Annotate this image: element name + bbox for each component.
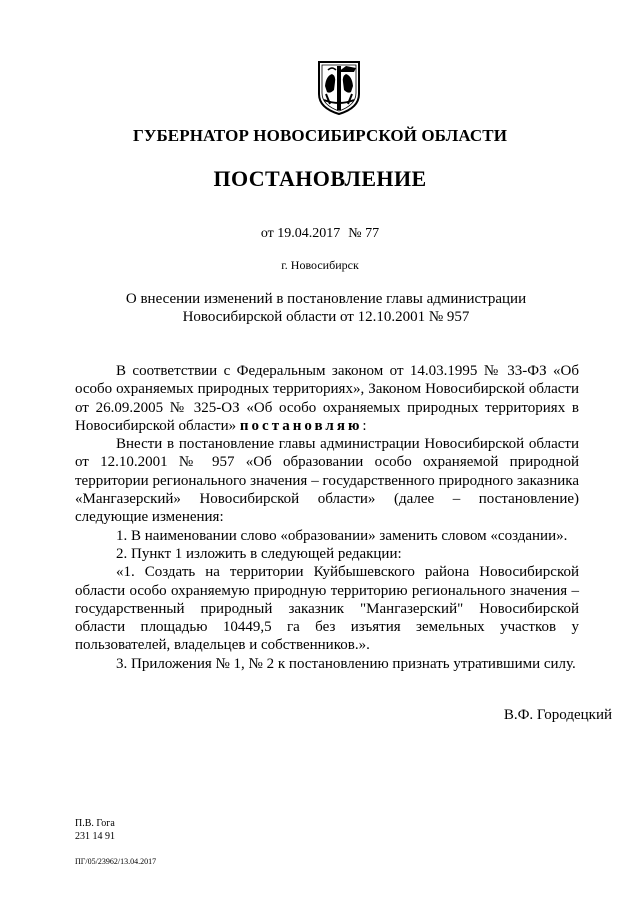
paragraph-amend: Внести в постановление главы администрации Новосибирской области от 12.10.2001 № 957 «Об образовании особо охраняемой природной территории регионального значения – государственного природного заказника «Мангазерский» Новосибирской области» (далее – постановление) следующие изменения: <box>75 436 579 526</box>
authority-title: ГУБЕРНАТОР НОВОСИБИРСКОЙ ОБЛАСТИ <box>132 126 508 145</box>
signature-name: В.Ф. Городецкий <box>503 707 612 723</box>
executor-block <box>75 817 115 843</box>
executor-phone: 231 14 91 <box>75 831 115 842</box>
date-number-line <box>0 226 640 242</box>
document-date: от 19.04.2017 <box>260 226 341 241</box>
preamble-end: : <box>362 417 367 434</box>
city-line: г. Новосибирск <box>281 258 359 272</box>
document-body <box>75 362 579 673</box>
paragraph-new-wording: «1. Создать на территории Куйбышевского района Новосибирской области особо охраняемую природную территорию регионального значения – государственный природный заказник "Мангазерский" Новосибирской области площадью 10449,5 га без изъятия земельных участков у пользователей, владельцев и собственников.». <box>75 564 579 654</box>
document-subject: О внесении изменений в постановление главы администрации Новосибирской области от 12.10.2001 № 957 <box>125 291 527 325</box>
novosibirsk-coat-of-arms-icon <box>316 60 362 116</box>
document-type-title: ПОСТАНОВЛЕНИЕ <box>213 166 427 191</box>
document-number: № 77 <box>348 226 380 241</box>
document-reference: ПГ/05/23962/13.04.2017 <box>75 857 157 866</box>
paragraph-item-3: 3. Приложения № 1, № 2 к постановлению признать утратившими силу. <box>116 655 576 672</box>
resolve-word: постановляю <box>239 417 363 434</box>
paragraph-preamble <box>75 362 579 435</box>
paragraph-item-1: 1. В наименовании слово «образовании» заменить словом «создании». <box>116 527 568 544</box>
executor-name: П.В. Гога <box>75 818 115 829</box>
preamble-text: В соответствии с Федеральным законом от 14.03.1995 № 33-ФЗ «Об особо охраняемых природных территориях», Законом Новосибирской области от 26.09.2005 № 325-ОЗ «Об особо охраняемых природных территориях в Новосибирской области» <box>75 363 579 434</box>
paragraph-item-2: 2. Пункт 1 изложить в следующей редакции: <box>116 545 402 562</box>
